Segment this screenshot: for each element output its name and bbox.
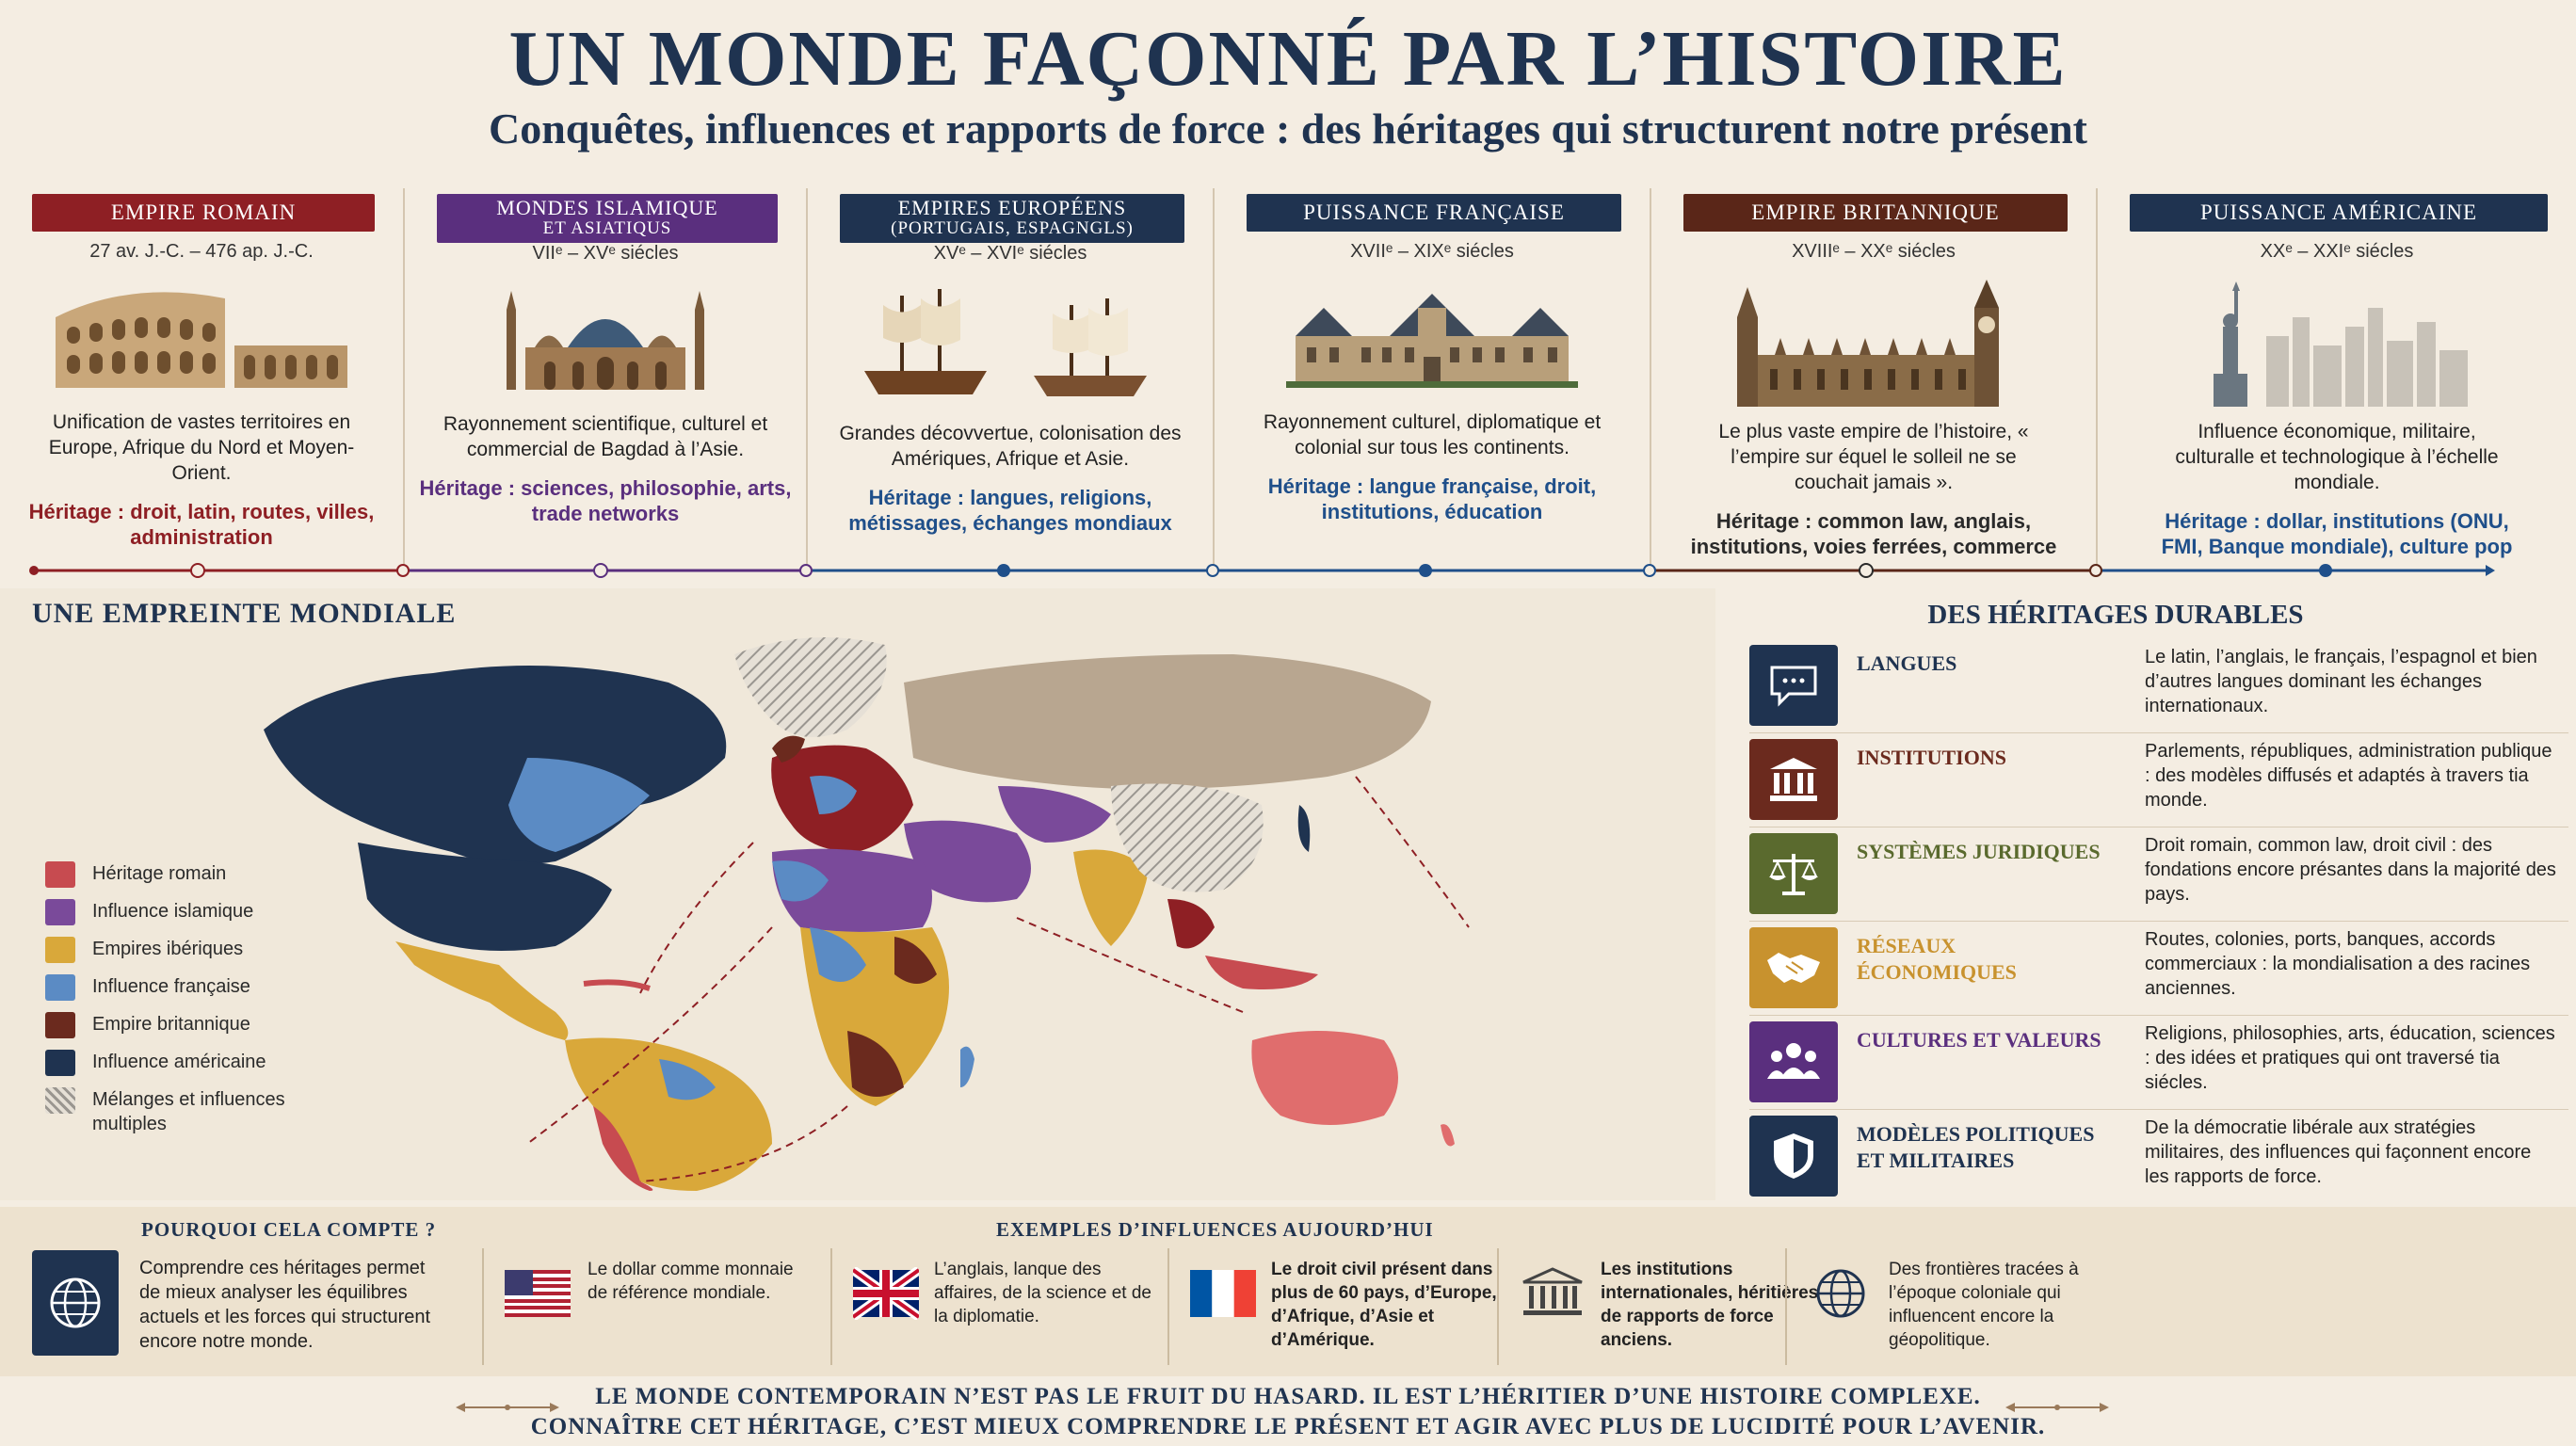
legend-item <box>45 1087 309 1136</box>
uk-flag-icon <box>853 1267 919 1320</box>
era-banner <box>1683 194 2068 232</box>
era-banner <box>840 194 1184 243</box>
globe-icon <box>1808 1267 1874 1320</box>
legend-item <box>45 861 309 888</box>
legend-swatch <box>45 1012 75 1038</box>
era-legacy: Héritage : common law, anglais, institutions, voies ferrées, commerce <box>1690 509 2057 558</box>
era-period: XVᵉ – XVIᵉ siécles <box>933 243 1087 264</box>
era-banner <box>32 194 375 232</box>
heritage-name: MODÈLES POLITIQUES ET MILITAIRES <box>1857 1122 2095 1172</box>
example-borders <box>1785 1248 2105 1365</box>
footer-line-1: LE MONDE CONTEMPORAIN N’EST PAS LE FRUIT DU HASARD. IL EST L’HÉRITIER D’UNE HISTOIRE COMPLEXE. <box>595 1384 1981 1409</box>
era-label: MONDES ISLAMIQUE <box>496 196 718 219</box>
era-label-line2: ET ASIATIQUS <box>542 218 672 238</box>
heritage-description: Parlements, républiques, administration publique : des modèles diffusés et adaptés à travers tia monde. <box>2145 741 2552 811</box>
map-section <box>0 588 1715 1200</box>
era-description: Le plus vaste empire de l’histoire, « l’empire sur équel le solleil ne se couchait jamais ». <box>1718 421 2029 493</box>
example-text: L’anglais, lanque des affaires, de la science et de la diplomatie. <box>934 1260 1151 1326</box>
globe-icon <box>32 1250 119 1356</box>
page-subtitle: Conquêtes, influences et rapports de force : des héritages qui structurent notre présent <box>489 104 2087 153</box>
map-legend <box>45 861 309 1148</box>
map-title: UNE EMPREINTE MONDIALE <box>32 598 457 629</box>
big-ben-icon <box>1718 280 2029 411</box>
era-period: XXᵉ – XXIᵉ siécles <box>2260 241 2414 262</box>
era-description: Rayonnement scientifique, culturel et commercial de Bagdad à l’Asie. <box>443 413 768 460</box>
era-legacy: Héritage : droit, latin, routes, villes, administration <box>28 500 375 549</box>
heritage-name: RÉSEAUX ÉCONOMIQUES <box>1857 934 2017 984</box>
heritage-name: INSTITUTIONS <box>1857 746 2006 769</box>
era-label: PUISSANCE FRANÇAISE <box>1303 201 1565 224</box>
colosseum-icon <box>46 280 357 393</box>
ornament-left-icon <box>456 1401 559 1414</box>
era-label: EMPIRES EUROPÉENS <box>897 196 1127 219</box>
legend-swatch <box>45 974 75 1001</box>
why-title: POURQUOI CELA COMPTE ? <box>141 1218 437 1241</box>
example-text: Le dollar comme monnaie de référence mondiale. <box>588 1260 794 1303</box>
us-flag-icon <box>505 1267 571 1320</box>
bottom-band <box>0 1207 2576 1376</box>
era-banner <box>1247 194 1621 232</box>
heritage-legal-systems <box>1749 827 2568 922</box>
era-description: Influence économique, militaire, culturalle et technologique à l’échelle mondiale. <box>2175 421 2499 493</box>
people-icon <box>1749 1021 1838 1102</box>
legend-label: Influence américaine <box>92 1052 266 1072</box>
era-label-line2: (PORTUGAIS, ESPAGNGLS) <box>891 218 1134 238</box>
heritage-description: Le latin, l’anglais, le français, l’espagnol et bien d’autres langues dominant les échanges internationaux. <box>2145 647 2537 716</box>
legend-swatch <box>45 937 75 963</box>
legend-item <box>45 937 309 963</box>
era-roman-empire <box>0 188 403 570</box>
examples-title: EXEMPLES D’INFLUENCES AUJOURD’HUI <box>996 1218 1434 1241</box>
era-legacy: Héritage : dollar, institutions (ONU, FMI, Banque mondiale), culture pop <box>2161 509 2513 558</box>
institution-icon <box>1520 1267 1586 1320</box>
timeline <box>0 188 2576 584</box>
legend-label: Empires ibériques <box>92 939 244 959</box>
heritages-panel <box>1715 588 2576 1200</box>
heritage-name: CULTURES ET VALEURS <box>1857 1028 2101 1052</box>
example-english <box>830 1248 1167 1365</box>
heritage-description: Routes, colonies, ports, banques, accords commerciaux : la mondialisation a des racines anciennes. <box>2145 929 2531 999</box>
legend-label: Influence française <box>92 976 250 997</box>
legend-swatch <box>45 899 75 925</box>
era-american-power <box>2096 188 2576 570</box>
example-text: Des frontières tracées à l’époque coloniale qui influencent encore la géopolitique. <box>1889 1260 2079 1350</box>
speech-bubble-icon <box>1749 645 1838 726</box>
ornament-right-icon <box>2005 1401 2109 1414</box>
heritage-cultures-values <box>1749 1016 2568 1110</box>
legend-item <box>45 1012 309 1038</box>
era-period: XVIIIᵉ – XXᵉ siécles <box>1792 241 1956 262</box>
era-label: EMPIRE BRITANNIQUE <box>1751 201 2000 224</box>
heritage-description: Droit romain, common law, droit civil : des fondations encore présantes dans la majorité des pays. <box>2145 835 2556 905</box>
era-description: Grandes décovvertue, colonisation des Amériques, Afrique et Asie. <box>839 423 1182 470</box>
era-legacy: Héritage : langues, religions, métissages, échanges mondiaux <box>848 486 1172 535</box>
era-legacy: Héritage : sciences, philosophie, arts, trade networks <box>419 476 792 525</box>
legend-item <box>45 899 309 925</box>
example-text: Le droit civil présent dans plus de 60 pays, d’Europe, d’Afrique, d’Asie et d’Amérique. <box>1271 1260 1497 1350</box>
example-institutions <box>1497 1248 1819 1365</box>
example-civil-law <box>1167 1248 1497 1365</box>
heritage-description: Religions, philosophies, arts, éducation, sciences : des idées et pratiques qui ont traversé tia siécles. <box>2145 1023 2555 1093</box>
era-banner <box>437 194 778 243</box>
statue-of-liberty-icon <box>2182 280 2492 411</box>
era-legacy: Héritage : langue française, droit, institutions, éducation <box>1267 474 1597 523</box>
timeline-markers <box>0 559 2576 582</box>
era-british-empire <box>1650 188 2096 570</box>
example-text: Les institutions internationales, héritières de rapports de force anciens. <box>1601 1260 1819 1350</box>
legend-label: Empire britannique <box>92 1014 250 1035</box>
scales-icon <box>1749 833 1838 914</box>
legend-item <box>45 974 309 1001</box>
heritage-economic-networks <box>1749 922 2568 1016</box>
french-flag-icon <box>1190 1267 1256 1320</box>
heritages-title: DES HÉRITAGES DURABLES <box>1927 600 2304 630</box>
shield-icon <box>1749 1116 1838 1197</box>
legend-label: Influence islamique <box>92 901 254 922</box>
footer <box>0 1382 2576 1446</box>
heritage-name: SYSTÈMES JURIDIQUES <box>1857 840 2101 863</box>
legend-swatch <box>45 1050 75 1076</box>
era-label: EMPIRE ROMAIN <box>110 201 297 224</box>
chateau-icon <box>1277 280 1587 393</box>
era-label: PUISSANCE AMÉRICAINE <box>2199 201 2478 224</box>
world-map <box>245 617 1695 1191</box>
legend-label: Héritage romain <box>92 863 227 884</box>
era-description: Rayonnement culturel, diplomatique et colonial sur tous les continents. <box>1263 411 1602 458</box>
era-european-empires <box>806 188 1213 570</box>
mosque-icon <box>488 281 723 394</box>
era-period: 27 av. J.-C. – 476 ap. J.-C. <box>89 241 314 262</box>
heritage-description: De la démocratie libérale aux stratégies militaires, des influences qui façonnent encore les rapports de force. <box>2145 1117 2532 1187</box>
era-description: Unification de vastes territoires en Europe, Afrique du Nord et Moyen-Orient. <box>48 411 355 484</box>
legend-swatch <box>45 861 75 888</box>
era-islamic-asian-worlds <box>403 188 806 570</box>
legend-swatch-hatched <box>45 1087 75 1114</box>
institution-icon <box>1749 739 1838 820</box>
ship-icon <box>855 281 1166 404</box>
page-title: UN MONDE FAÇONNÉ PAR L’HISTOIRE <box>508 15 2068 103</box>
era-banner <box>2130 194 2548 232</box>
handshake-icon <box>1749 927 1838 1008</box>
heritage-languages <box>1749 639 2568 733</box>
legend-label: Mélanges et influences multiples <box>92 1089 285 1134</box>
why-text: Comprendre ces héritages permet de mieux analyser les équilibres actuels et les forces qui structurent encore notre monde. <box>139 1258 431 1352</box>
era-period: XVIIᵉ – XIXᵉ siécles <box>1350 241 1514 262</box>
legend-item <box>45 1050 309 1076</box>
era-french-power <box>1213 188 1650 570</box>
heritage-institutions <box>1749 733 2568 827</box>
footer-line-2: CONNAÎTRE CET HÉRITAGE, C’EST MIEUX COMPRENDRE LE PRÉSENT ET AGIR AVEC PLUS DE LUCIDITÉ POUR L’AVENIR. <box>530 1414 2046 1439</box>
era-period: VIIᵉ – XVᵉ siécles <box>532 243 679 264</box>
example-dollar <box>482 1248 830 1365</box>
heritage-name: LANGUES <box>1857 651 1957 675</box>
heritage-political-military-models <box>1749 1110 2568 1204</box>
